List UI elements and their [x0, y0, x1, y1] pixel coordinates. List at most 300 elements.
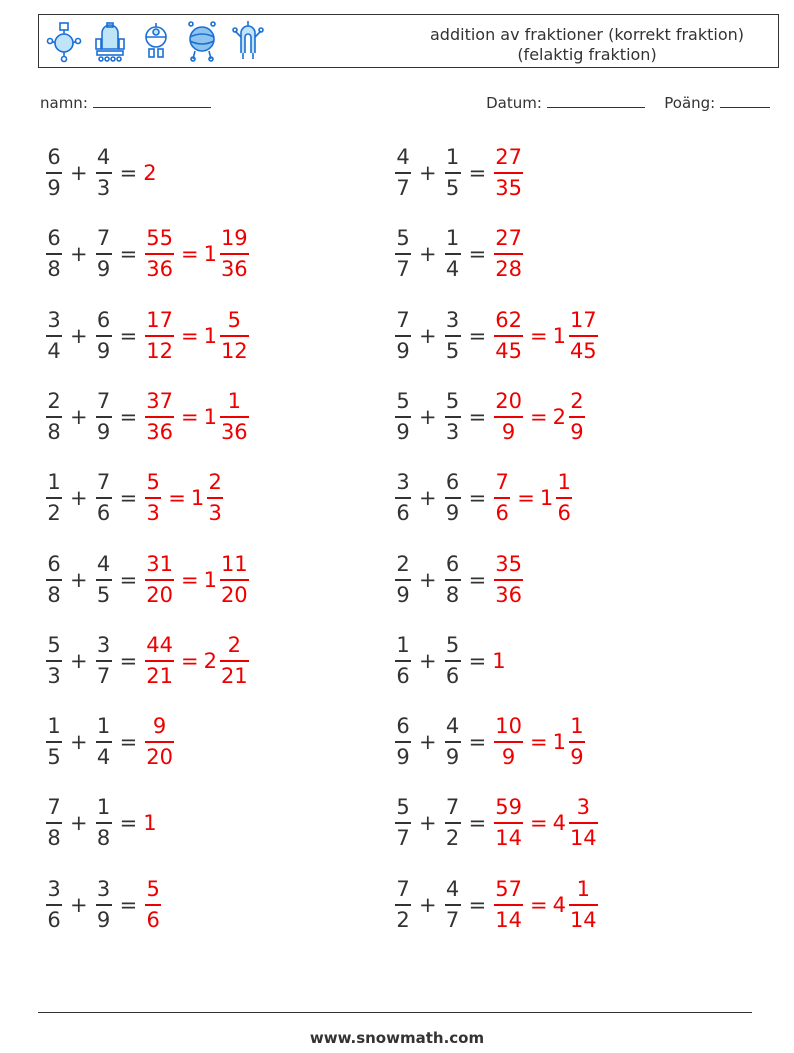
addend-2-denominator: 9	[445, 745, 460, 770]
score-label: Poäng:	[664, 94, 716, 112]
addend-1-numerator: 1	[396, 632, 410, 657]
answer-mixed-fraction-numerator: 19	[220, 226, 248, 251]
answer-fraction-denominator: 9	[501, 745, 516, 770]
answer-fraction	[145, 470, 161, 526]
addend-1-denominator: 9	[396, 419, 410, 444]
problem-item	[393, 873, 600, 937]
addend-2-numerator: 1	[445, 226, 460, 251]
addend-1-bar	[46, 660, 62, 662]
addend-1	[395, 470, 411, 526]
addend-2-denominator: 9	[96, 907, 111, 932]
robot-icon-5	[229, 19, 267, 63]
addend-1-bar	[395, 741, 411, 743]
addend-1	[395, 795, 411, 851]
addend-1	[395, 714, 411, 770]
addend-1-denominator: 8	[47, 826, 61, 851]
answer-mixed-fraction-denominator: 45	[569, 338, 597, 363]
robot-icon-3	[137, 19, 175, 63]
answer	[492, 877, 599, 933]
equals-sign: =	[119, 323, 138, 348]
addend-1-numerator: 3	[47, 307, 61, 332]
answer-mixed-fraction-denominator: 6	[557, 501, 571, 526]
addend-1	[395, 552, 411, 608]
addend-1-denominator: 2	[47, 501, 61, 526]
answer-fraction	[145, 877, 161, 933]
addend-1-numerator: 3	[396, 470, 410, 495]
addend-2-numerator: 1	[445, 145, 460, 169]
addend-1-bar	[395, 822, 411, 824]
addend-2	[445, 470, 461, 526]
answer-fraction-bar	[494, 579, 523, 581]
plus-sign: +	[419, 404, 437, 429]
answer-fraction-bar	[145, 335, 174, 337]
answer	[143, 877, 163, 933]
addend-1-denominator: 9	[396, 582, 410, 607]
answer	[143, 308, 250, 364]
answer-equals: =	[517, 486, 535, 511]
answer-fraction-bar	[494, 822, 523, 824]
equals-sign: =	[119, 161, 138, 185]
name-label: namn:	[40, 94, 88, 112]
problem-item	[44, 222, 251, 286]
addend-2	[96, 389, 112, 445]
answer-mixed-fraction-bar	[569, 741, 585, 743]
addend-2-bar	[445, 660, 461, 662]
plus-sign: +	[419, 323, 437, 348]
addend-1-denominator: 7	[396, 257, 410, 282]
addend-1-bar	[395, 253, 411, 255]
problem-item	[393, 548, 525, 612]
problem-item	[44, 548, 251, 612]
addend-2	[445, 714, 461, 770]
problem-item	[393, 791, 600, 855]
date-line[interactable]	[547, 94, 645, 108]
answer-fraction-bar	[494, 497, 510, 499]
answer-fraction-bar	[494, 904, 523, 906]
answer	[492, 714, 587, 770]
answer-mixed-fraction-bar	[207, 497, 223, 499]
addend-1	[395, 877, 411, 933]
name-field	[40, 94, 211, 112]
answer-fraction-numerator: 27	[495, 145, 522, 169]
addend-2-numerator: 7	[96, 470, 111, 495]
addend-1-numerator: 6	[47, 226, 61, 251]
addend-2-denominator: 9	[96, 257, 111, 282]
answer-fraction	[145, 714, 174, 770]
answer-mixed-fraction-denominator: 36	[220, 257, 248, 282]
title-line-2: (felaktig fraktion)	[517, 45, 657, 64]
addend-2	[96, 226, 112, 282]
addend-2-denominator: 2	[445, 826, 460, 851]
answer-fraction-denominator: 35	[495, 176, 522, 200]
answer-fraction-bar	[145, 741, 174, 743]
answer	[143, 633, 250, 689]
equals-sign: =	[119, 242, 138, 267]
problem-item	[44, 629, 251, 693]
plus-sign: +	[419, 486, 437, 511]
answer-fraction-numerator: 5	[146, 470, 160, 495]
addend-2	[96, 877, 112, 933]
answer-fraction-numerator: 31	[146, 551, 173, 576]
problem-item	[393, 222, 525, 286]
answer-mixed-fraction-bar	[220, 335, 249, 337]
addend-1-denominator: 8	[47, 582, 61, 607]
addend-2-numerator: 5	[445, 388, 460, 413]
addend-1-denominator: 4	[47, 338, 61, 363]
addend-2-numerator: 3	[96, 632, 111, 657]
answer-mixed-fraction-denominator: 21	[220, 663, 248, 688]
addend-1-denominator: 8	[47, 257, 61, 282]
answer-whole: 2	[203, 648, 217, 673]
answer	[492, 145, 525, 201]
answer-equals: =	[529, 811, 548, 836]
plus-sign: +	[70, 161, 88, 185]
answer-mixed-fraction-numerator: 2	[208, 470, 222, 495]
answer	[143, 226, 250, 282]
addend-2	[96, 795, 112, 851]
addend-2-denominator: 9	[96, 338, 111, 363]
addend-1	[46, 470, 62, 526]
answer-mixed-fraction-denominator: 14	[569, 907, 597, 932]
answer-fraction-bar	[145, 579, 174, 581]
answer-fraction-numerator: 10	[495, 714, 522, 739]
addend-1-bar	[46, 335, 62, 337]
addend-2-bar	[96, 335, 112, 337]
answer-fraction-bar	[145, 253, 174, 255]
score-line[interactable]	[720, 94, 770, 108]
answer-fraction-denominator: 36	[146, 257, 173, 282]
problem-item	[44, 141, 158, 205]
addend-2-bar	[96, 416, 112, 418]
addend-2-numerator: 6	[445, 551, 460, 576]
addend-1-numerator: 6	[396, 714, 410, 739]
answer-mixed-fraction-denominator: 14	[569, 826, 597, 851]
answer-mixed-fraction	[220, 633, 249, 689]
addend-2-denominator: 4	[96, 745, 111, 770]
addend-1-numerator: 3	[47, 876, 61, 901]
equals-sign: =	[468, 648, 487, 673]
addend-2-numerator: 7	[96, 388, 111, 413]
title-line-1: addition av fraktioner (korrekt fraktion)	[430, 25, 744, 44]
addend-2	[96, 633, 112, 689]
addend-2	[96, 714, 112, 770]
addend-2	[445, 226, 461, 282]
answer-fraction-denominator: 45	[495, 338, 522, 363]
answer-fraction	[494, 145, 523, 201]
answer-whole: 1	[190, 486, 205, 511]
addend-1	[46, 877, 62, 933]
addend-2-numerator: 7	[96, 226, 111, 251]
answer	[492, 389, 587, 445]
name-line[interactable]	[93, 94, 211, 108]
plus-sign: +	[419, 161, 437, 185]
answer-fraction	[494, 226, 523, 282]
answer-mixed-fraction-numerator: 1	[576, 876, 590, 901]
answer	[143, 389, 250, 445]
addend-2-denominator: 4	[445, 257, 460, 282]
addend-1-bar	[46, 741, 62, 743]
addend-1-denominator: 9	[396, 745, 410, 770]
answer-whole: 2	[143, 161, 157, 185]
answer-fraction	[145, 389, 174, 445]
problem-item	[44, 466, 225, 530]
answer-fraction-denominator: 6	[146, 907, 160, 932]
addend-1	[46, 633, 62, 689]
answer-mixed-fraction	[569, 714, 585, 770]
addend-1	[395, 226, 411, 282]
answer-fraction	[145, 633, 174, 689]
answer-fraction-numerator: 9	[152, 714, 167, 739]
answer-whole: 1	[552, 730, 566, 755]
addend-1-numerator: 7	[396, 876, 410, 901]
answer-fraction	[494, 877, 523, 933]
addend-2-bar	[445, 579, 461, 581]
answer-fraction	[494, 308, 523, 364]
addend-1-bar	[46, 416, 62, 418]
plus-sign: +	[70, 811, 88, 836]
addend-2-denominator: 9	[445, 501, 460, 526]
answer-equals: =	[529, 404, 548, 429]
answer-fraction-numerator: 62	[495, 307, 522, 332]
addend-1-numerator: 2	[396, 551, 410, 576]
addend-1-denominator: 6	[47, 907, 61, 932]
addend-2-denominator: 9	[96, 419, 111, 444]
addend-2-bar	[445, 497, 461, 499]
addend-1-numerator: 4	[396, 145, 410, 169]
addend-1-bar	[395, 497, 411, 499]
addend-2-denominator: 7	[445, 907, 460, 932]
answer-mixed-fraction	[220, 308, 249, 364]
header-box	[38, 14, 779, 68]
addend-1-denominator: 2	[396, 907, 410, 932]
addend-2	[445, 145, 461, 201]
addend-2-bar	[445, 416, 461, 418]
addend-1-denominator: 5	[47, 745, 61, 770]
answer-mixed-fraction-numerator: 11	[220, 551, 248, 576]
addend-1-bar	[46, 253, 62, 255]
answer-fraction	[494, 795, 523, 851]
answer-mixed-fraction-denominator: 3	[208, 501, 222, 526]
addend-2-bar	[96, 904, 112, 906]
footer-url: www.snowmath.com	[309, 1029, 485, 1047]
addend-2-denominator: 8	[96, 826, 111, 851]
problem-item	[393, 466, 574, 530]
answer-mixed-fraction-denominator: 9	[570, 419, 584, 444]
addend-1	[395, 389, 411, 445]
answer-mixed-fraction	[569, 389, 585, 445]
answer-fraction	[494, 714, 523, 770]
addend-1-denominator: 3	[47, 663, 61, 688]
answer-whole: 1	[203, 404, 217, 429]
addend-1-numerator: 5	[396, 795, 410, 820]
answer-fraction-numerator: 35	[495, 551, 522, 576]
answer-fraction-denominator: 14	[495, 826, 522, 851]
answer-mixed-fraction-numerator: 1	[570, 714, 584, 739]
answer-fraction-denominator: 36	[146, 419, 173, 444]
answer-fraction	[145, 552, 174, 608]
problem-item	[44, 710, 176, 774]
addend-2-bar	[96, 660, 112, 662]
answer-fraction-bar	[494, 741, 523, 743]
answer-equals: =	[529, 730, 548, 755]
equals-sign: =	[119, 730, 138, 755]
addend-2	[445, 633, 461, 689]
answer-equals: =	[529, 892, 548, 917]
equals-sign: =	[119, 648, 138, 673]
equals-sign: =	[468, 161, 487, 185]
addend-1-bar	[46, 497, 62, 499]
addend-2-denominator: 5	[445, 338, 460, 363]
addend-1-bar	[395, 579, 411, 581]
addend-2-numerator: 3	[96, 876, 111, 901]
addend-1-denominator: 8	[47, 419, 61, 444]
problem-item	[44, 304, 251, 368]
answer-fraction	[494, 389, 523, 445]
answer	[492, 226, 525, 282]
plus-sign: +	[70, 242, 88, 267]
addend-1-numerator: 5	[396, 226, 410, 251]
answer-whole: 1	[143, 811, 157, 836]
equals-sign: =	[468, 242, 487, 267]
answer-mixed-fraction-denominator: 12	[220, 338, 248, 363]
plus-sign: +	[70, 730, 88, 755]
plus-sign: +	[419, 648, 437, 673]
addend-2	[96, 552, 112, 608]
answer-fraction-denominator: 12	[146, 338, 173, 363]
plus-sign: +	[419, 567, 437, 592]
answer-mixed-fraction-numerator: 2	[227, 632, 241, 657]
answer-fraction-denominator: 28	[495, 257, 522, 282]
addend-1-numerator: 7	[47, 795, 61, 820]
addend-1-bar	[46, 172, 62, 174]
answer	[492, 649, 506, 673]
answer-mixed-fraction-denominator: 9	[570, 745, 584, 770]
answer-fraction-numerator: 44	[146, 632, 173, 657]
problem-item	[393, 385, 587, 449]
addend-1	[46, 389, 62, 445]
problem-item	[393, 304, 600, 368]
answer-mixed-fraction	[207, 470, 223, 526]
answer	[143, 470, 225, 526]
answer-mixed-fraction	[569, 308, 598, 364]
answer-whole: 1	[203, 323, 217, 348]
addend-2-numerator: 5	[445, 632, 460, 657]
addend-2-bar	[96, 822, 112, 824]
plus-sign: +	[419, 242, 437, 267]
answer-fraction	[494, 552, 523, 608]
addend-1-denominator: 7	[396, 176, 410, 200]
addend-2-numerator: 6	[96, 307, 111, 332]
answer	[143, 811, 157, 835]
page-title	[399, 25, 775, 65]
answer-mixed-fraction-bar	[220, 416, 249, 418]
addend-1-bar	[395, 660, 411, 662]
addend-1-numerator: 1	[47, 470, 61, 495]
answer-equals: =	[168, 486, 186, 511]
addend-1	[46, 308, 62, 364]
answer-mixed-fraction-numerator: 1	[227, 388, 241, 413]
addend-2-bar	[445, 741, 461, 743]
problem-item	[393, 141, 525, 205]
answer-mixed-fraction-numerator: 1	[557, 470, 571, 495]
answer	[143, 552, 250, 608]
plus-sign: +	[419, 811, 437, 836]
addend-1-bar	[395, 904, 411, 906]
answer-mixed-fraction-bar	[220, 579, 249, 581]
addend-1-numerator: 6	[47, 551, 61, 576]
answer-mixed-fraction	[220, 552, 249, 608]
addend-2-numerator: 1	[96, 714, 111, 739]
answer-fraction-denominator: 3	[146, 501, 160, 526]
answer-mixed-fraction	[569, 877, 598, 933]
addend-1	[46, 795, 62, 851]
answer-equals: =	[180, 567, 199, 592]
equals-sign: =	[119, 486, 138, 511]
answer-mixed-fraction-bar	[556, 497, 572, 499]
answer-fraction-numerator: 5	[146, 876, 160, 901]
addend-2-bar	[96, 253, 112, 255]
addend-2-denominator: 5	[96, 582, 111, 607]
answer-fraction-numerator: 27	[495, 226, 522, 251]
answer-fraction-denominator: 20	[146, 745, 173, 770]
addend-2	[96, 145, 112, 201]
addend-1-denominator: 9	[47, 176, 61, 200]
addend-1-bar	[395, 416, 411, 418]
answer-mixed-fraction-numerator: 2	[570, 388, 584, 413]
addend-2-numerator: 7	[445, 795, 460, 820]
answer-mixed-fraction-bar	[569, 822, 598, 824]
addend-2	[445, 308, 461, 364]
answer-fraction	[494, 470, 510, 526]
addend-2-denominator: 3	[96, 176, 111, 200]
problem-item	[44, 385, 251, 449]
answer-mixed-fraction	[556, 470, 572, 526]
answer	[492, 470, 574, 526]
answer-fraction-bar	[494, 253, 523, 255]
addend-1	[395, 145, 411, 201]
addend-2-numerator: 6	[445, 470, 460, 495]
addend-2-denominator: 8	[445, 582, 460, 607]
addend-2-bar	[96, 497, 112, 499]
answer-fraction-bar	[145, 904, 161, 906]
equals-sign: =	[119, 404, 138, 429]
equals-sign: =	[468, 567, 487, 592]
date-label: Datum:	[486, 94, 542, 112]
answer-fraction-bar	[494, 172, 523, 174]
answer-fraction-numerator: 59	[495, 795, 522, 820]
addend-1-denominator: 9	[396, 338, 410, 363]
addend-2-numerator: 4	[96, 551, 111, 576]
answer	[492, 552, 525, 608]
addend-1	[46, 226, 62, 282]
answer-equals: =	[180, 648, 199, 673]
addend-2-numerator: 4	[96, 145, 111, 169]
addend-1-bar	[46, 822, 62, 824]
addend-1-denominator: 7	[396, 826, 410, 851]
answer-mixed-fraction	[569, 795, 598, 851]
addend-2-bar	[445, 335, 461, 337]
answer-mixed-fraction-numerator: 17	[569, 307, 597, 332]
equals-sign: =	[119, 567, 138, 592]
addend-2-denominator: 7	[96, 663, 111, 688]
equals-sign: =	[119, 892, 138, 917]
date-score-fields	[486, 94, 770, 112]
answer-whole: 4	[552, 811, 566, 836]
answer-fraction-numerator: 17	[146, 307, 173, 332]
addend-1-numerator: 6	[47, 145, 61, 169]
addend-2-denominator: 6	[96, 501, 111, 526]
problem-item	[393, 710, 587, 774]
